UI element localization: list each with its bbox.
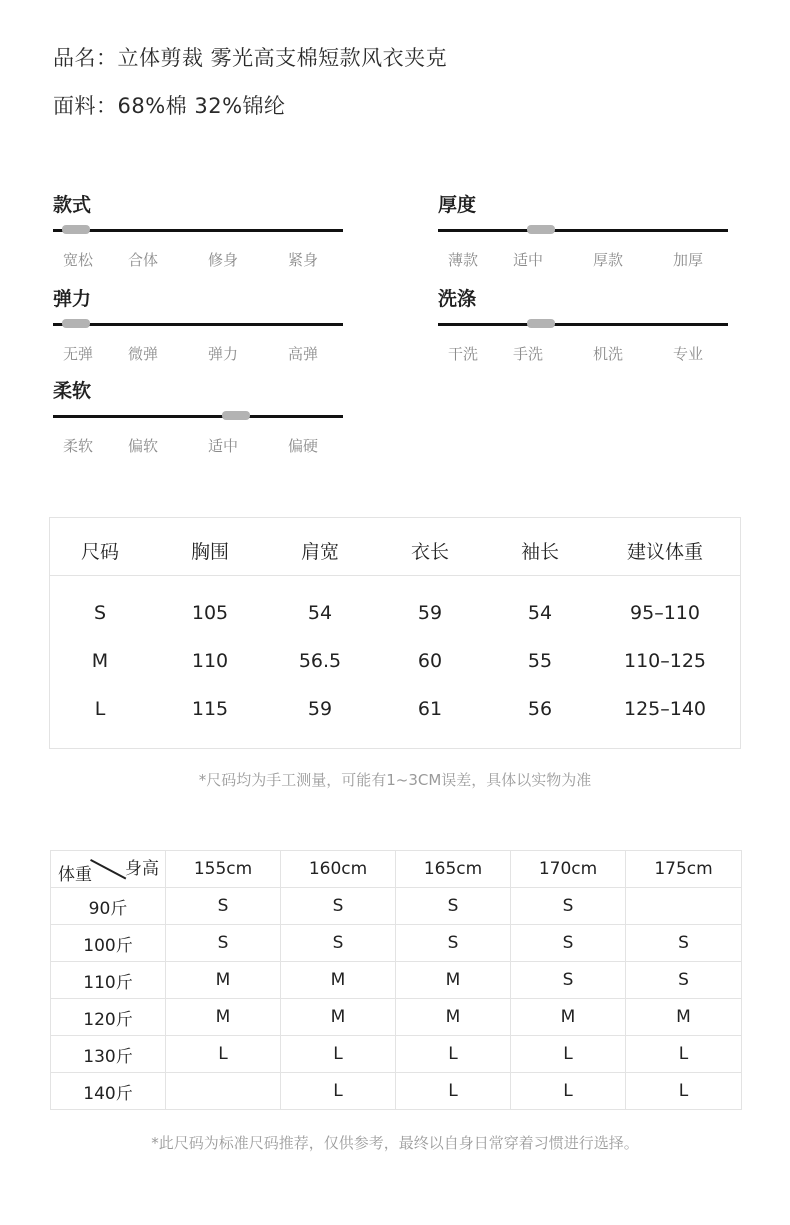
size-cell: 59	[307, 698, 333, 720]
attr-elasticity	[53, 287, 343, 363]
size-cell: 110–125	[623, 650, 707, 672]
attr-title: 洗涤	[438, 288, 477, 310]
attr-option: 紧身	[287, 251, 318, 269]
size-table-note: *尺码均为手工测量，可能有1~3CM误差，具体以实物为准	[198, 771, 592, 789]
recommend-cell: S	[511, 962, 626, 999]
recommend-cell: L	[396, 1073, 511, 1110]
size-table-header	[50, 518, 740, 576]
recommend-row	[51, 962, 742, 999]
size-header-cell: 肩宽	[300, 541, 339, 563]
attr-option: 薄款	[447, 251, 478, 269]
weight-cell: 110斤	[51, 962, 166, 999]
size-recommend-table	[50, 850, 742, 1110]
attr-option: 柔软	[62, 437, 93, 455]
height-header-cell: 175cm	[626, 851, 742, 888]
attr-option: 专业	[672, 345, 703, 363]
attr-option: 宽松	[62, 251, 93, 269]
size-cell: 54	[527, 602, 553, 624]
recommend-cell: L	[626, 1073, 742, 1110]
attr-option: 厚款	[592, 251, 623, 269]
attr-scale-line	[53, 415, 343, 418]
recommend-cell: S	[166, 888, 281, 925]
size-cell: 54	[307, 602, 333, 624]
attr-option: 偏硬	[287, 437, 318, 455]
attr-style	[53, 193, 343, 269]
recommend-row	[51, 1073, 742, 1110]
height-header-cell: 155cm	[166, 851, 281, 888]
size-header-cell: 衣长	[410, 541, 449, 563]
size-cell: 61	[417, 698, 443, 720]
weight-cell: 120斤	[51, 999, 166, 1036]
size-header-cell: 袖长	[520, 541, 559, 563]
attr-option: 加厚	[672, 251, 703, 269]
attr-option: 偏软	[127, 437, 158, 455]
attr-title: 款式	[53, 194, 92, 216]
size-cell: 105	[191, 602, 229, 624]
recommend-cell: M	[396, 999, 511, 1036]
attr-option: 手洗	[512, 345, 543, 363]
recommend-cell: L	[626, 1036, 742, 1073]
attr-scale-line	[53, 229, 343, 232]
size-cell: 110	[191, 650, 229, 672]
recommend-cell: L	[511, 1036, 626, 1073]
recommend-cell: M	[281, 999, 396, 1036]
recommend-cell: S	[281, 925, 396, 962]
size-cell: 59	[417, 602, 443, 624]
recommend-cell: S	[281, 888, 396, 925]
attr-marker	[222, 411, 250, 420]
size-cell: 95–110	[630, 602, 700, 624]
attr-scale-line	[53, 323, 343, 326]
attr-option: 弹力	[207, 345, 238, 363]
recommend-header-row	[51, 851, 742, 888]
attr-option: 适中	[512, 251, 543, 269]
attr-scale-line	[438, 323, 728, 326]
height-header-cell: 165cm	[396, 851, 511, 888]
weight-cell: 130斤	[51, 1036, 166, 1073]
attr-option: 合体	[127, 251, 158, 269]
attr-title: 厚度	[438, 194, 477, 216]
recommend-cell: S	[626, 962, 742, 999]
recommend-row	[51, 999, 742, 1036]
weight-cell: 140斤	[51, 1073, 166, 1110]
size-cell: L	[94, 698, 106, 720]
size-cell: 55	[527, 650, 553, 672]
attr-marker	[527, 225, 555, 234]
attr-thickness	[438, 193, 728, 269]
recommend-row	[51, 888, 742, 925]
size-cell: 56	[527, 698, 553, 720]
recommend-cell: L	[396, 1036, 511, 1073]
recommend-table-note: *此尺码为标准尺码推荐，仅供参考，最终以自身日常穿着习惯进行选择。	[151, 1134, 639, 1152]
size-header-cell: 建议体重	[626, 541, 703, 563]
attr-marker	[62, 225, 90, 234]
recommend-corner-cell	[51, 851, 166, 888]
recommend-cell	[166, 1073, 281, 1110]
corner-weight-label: 体重	[58, 865, 92, 885]
attr-option: 修身	[207, 251, 238, 269]
recommend-cell: M	[511, 999, 626, 1036]
size-cell: 60	[417, 650, 443, 672]
size-cell: 125–140	[623, 698, 707, 720]
size-table	[49, 517, 741, 749]
product-name: 品名：立体剪裁 雾光高支棉短款风衣夹克	[53, 46, 448, 70]
recommend-cell: M	[396, 962, 511, 999]
recommend-cell: S	[511, 925, 626, 962]
attr-scale-line	[438, 229, 728, 232]
corner-height-label: 身高	[125, 859, 159, 879]
size-cell: 115	[191, 698, 229, 720]
attr-option: 无弹	[62, 345, 93, 363]
attr-option: 干洗	[447, 345, 478, 363]
size-header-cell: 胸围	[190, 541, 229, 563]
recommend-cell: L	[281, 1036, 396, 1073]
recommend-cell: S	[166, 925, 281, 962]
size-cell: S	[93, 602, 107, 624]
attr-softness	[53, 379, 343, 455]
height-header-cell: 160cm	[281, 851, 396, 888]
recommend-cell: S	[511, 888, 626, 925]
recommend-row	[51, 1036, 742, 1073]
attr-marker	[62, 319, 90, 328]
weight-cell: 100斤	[51, 925, 166, 962]
weight-cell: 90斤	[51, 888, 166, 925]
recommend-cell: S	[396, 925, 511, 962]
recommend-cell: S	[396, 888, 511, 925]
attr-option: 微弹	[127, 345, 158, 363]
recommend-cell: M	[281, 962, 396, 999]
product-fabric: 面料：68%棉 32%锦纶	[53, 94, 286, 118]
corner-diagonal	[90, 859, 126, 880]
recommend-cell: L	[166, 1036, 281, 1073]
size-cell: 56.5	[298, 650, 342, 672]
recommend-cell: M	[166, 999, 281, 1036]
attr-option: 机洗	[592, 345, 623, 363]
recommend-row	[51, 925, 742, 962]
attr-title: 弹力	[53, 288, 92, 310]
attr-washing	[438, 287, 728, 363]
recommend-cell	[626, 888, 742, 925]
attr-option: 高弹	[287, 345, 318, 363]
size-header-cell: 尺码	[80, 541, 119, 563]
attr-marker	[527, 319, 555, 328]
height-header-cell: 170cm	[511, 851, 626, 888]
attr-option: 适中	[207, 437, 238, 455]
recommend-cell: L	[511, 1073, 626, 1110]
attr-title: 柔软	[53, 380, 92, 402]
recommend-cell: S	[626, 925, 742, 962]
size-cell: M	[91, 650, 109, 672]
recommend-cell: M	[166, 962, 281, 999]
recommend-cell: L	[281, 1073, 396, 1110]
recommend-cell: M	[626, 999, 742, 1036]
